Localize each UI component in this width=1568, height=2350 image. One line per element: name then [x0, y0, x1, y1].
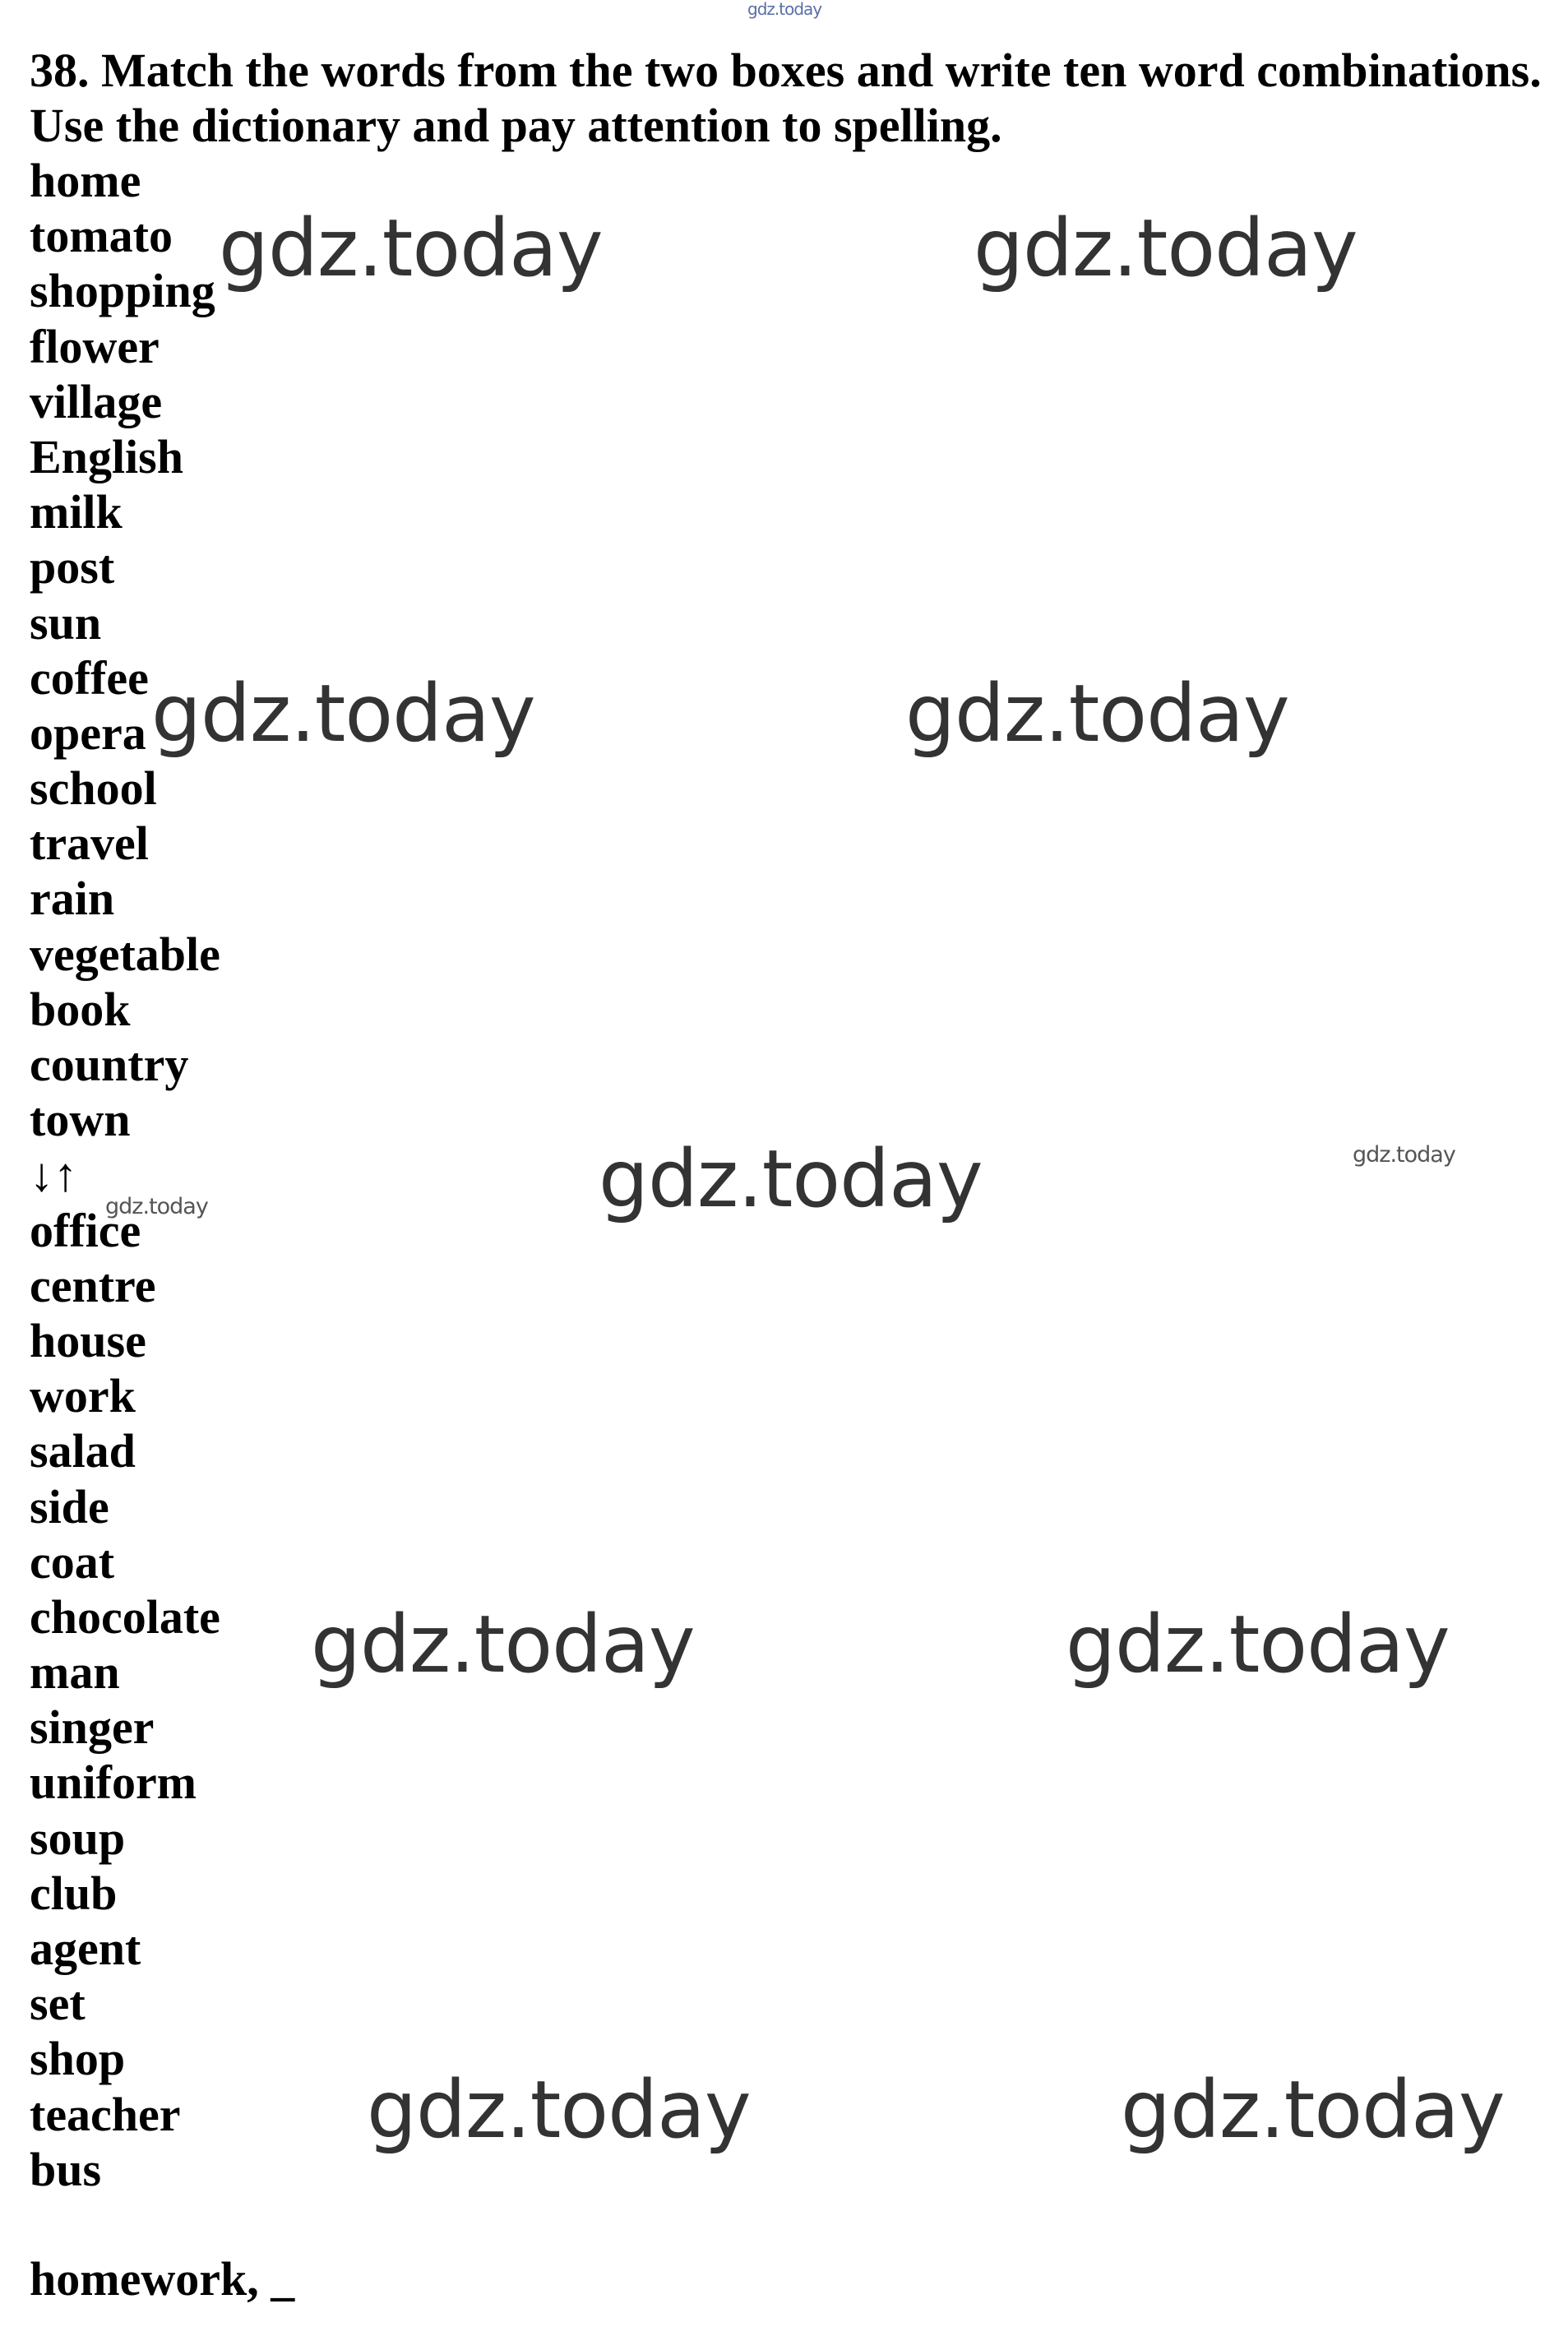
watermark-small: gdz.today: [105, 1194, 208, 1219]
word-item: shop: [30, 2032, 126, 2086]
word-item: flower: [30, 319, 160, 373]
word-list: [30, 153, 220, 2197]
word-item: home: [30, 154, 141, 207]
watermark: gdz.today: [1121, 2064, 1505, 2156]
task-line-1: 38. Match the words from the two boxes and write ten word combinations.: [30, 44, 1542, 97]
word-item: opera: [30, 705, 146, 760]
watermark-small: gdz.today: [1353, 1142, 1455, 1168]
watermark: gdz.today: [151, 668, 535, 760]
word-item: coat: [30, 1534, 115, 1589]
word-item: house: [30, 1313, 146, 1367]
word-item: club: [30, 1866, 118, 1920]
word-item: rain: [30, 872, 115, 926]
word-item: vegetable: [30, 927, 220, 981]
watermark: gdz.today: [905, 668, 1289, 760]
word-item: bus: [30, 2142, 102, 2196]
word-item: teacher: [30, 2087, 181, 2141]
word-item: man: [30, 1645, 120, 1700]
word-item: soup: [30, 1811, 126, 1865]
watermark: gdz.today: [311, 1598, 695, 1691]
word-item: sun: [30, 595, 102, 650]
answer-line: homework, _: [30, 2252, 295, 2306]
watermark: gdz.today: [599, 1133, 983, 1225]
word-item: salad: [30, 1424, 136, 1478]
word-item: post: [30, 540, 115, 594]
word-item: chocolate: [30, 1589, 220, 1644]
word-item: uniform: [30, 1756, 197, 1810]
word-item: set: [30, 1977, 86, 2031]
word-item: school: [30, 761, 157, 816]
word-item: side: [30, 1479, 109, 1534]
watermark: gdz.today: [974, 202, 1358, 294]
word-item: travel: [30, 816, 149, 871]
word-item: singer: [30, 1700, 155, 1755]
word-item: book: [30, 982, 131, 1036]
word-item: tomato: [30, 209, 173, 263]
task-line-2: Use the dictionary and pay attention to spelling.: [30, 99, 1002, 152]
watermark: gdz.today: [1066, 1598, 1450, 1691]
watermark: gdz.today: [219, 202, 603, 294]
word-item: English: [30, 429, 183, 483]
word-item: milk: [30, 485, 123, 539]
word-item: ↓↑: [30, 1148, 77, 1202]
watermark: gdz.today: [367, 2064, 751, 2156]
watermark-top: gdz.today: [747, 0, 822, 19]
word-item: town: [30, 1093, 131, 1147]
word-item: village: [30, 374, 163, 428]
word-item: country: [30, 1038, 189, 1091]
word-item: office: [30, 1203, 141, 1257]
word-item: coffee: [30, 650, 149, 705]
word-item: centre: [30, 1258, 156, 1312]
word-item: shopping: [30, 264, 215, 318]
word-item: agent: [30, 1922, 141, 1975]
word-item: work: [30, 1369, 136, 1423]
task-instruction: [30, 43, 1542, 153]
